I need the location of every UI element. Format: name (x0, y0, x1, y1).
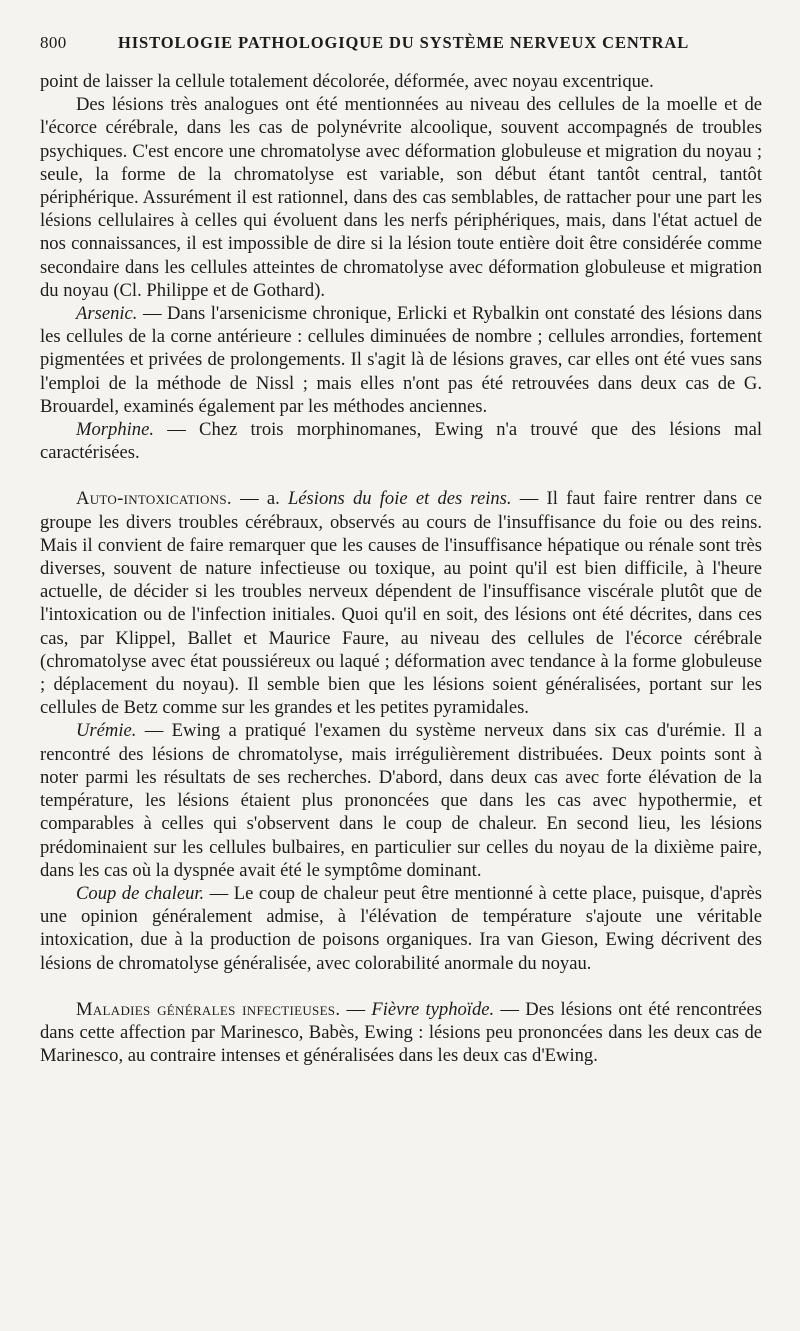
page-number: 800 (40, 33, 67, 52)
paragraph-text: point de laisser la cellule totalement décolorée, déformée, avec noyau excentrique. (40, 71, 654, 92)
paragraph-text: — Chez trois morphinomanes, Ewing n'a trouvé que des lésions mal caractérisées. (40, 419, 762, 464)
running-title: HISTOLOGIE PATHOLOGIQUE DU SYSTÈME NERVEUX CENTRAL (118, 33, 690, 52)
page-header (40, 33, 760, 57)
paragraph-text: — Ewing a pratiqué l'examen du système nerveux dans six cas d'urémie. Il a rencontré des lésions de chromatolyse, mais irrégulièrement distribuées. Deux points sont à noter parmi les résultats de ses recherches. D'abord, dans deux cas avec forte élévation de la température, les lésions étaient plus prononcées que dans les cas avec hypothermie, et comparables à celles qui s'observent dans le coup de chaleur. En second lieu, les lésions prédominaient sur les cellules bulbaires, en particulier sur celles du noyau de la dixième paire, dans les cas où la dyspnée avait été le symptôme dominant. (40, 720, 762, 881)
paragraph-coup-de-chaleur (40, 882, 762, 975)
paragraph-text: — Dans l'arsenicisme chronique, Erlicki et Rybalkin ont constaté des lésions dans les cellules de la corne antérieure : cellules diminuées de nombre ; cellules arrondies, fortement pigmentées et privées de prolongements. Il s'agit là de lésions graves, car elles ont été vues sans l'emploi de la méthode de Nissl ; mais elles n'ont pas été retrouvées dans deux cas de G. Brouardel, examinés également par les méthodes anciennes. (40, 303, 762, 417)
subsection-title: Morphine. (76, 419, 154, 441)
subsection-title: Urémie. (76, 720, 137, 742)
body-text (40, 70, 762, 1067)
subsection-title: Arsenic. (76, 303, 138, 325)
paragraph-text: Des lésions très analogues ont été mentionnées au niveau des cellules de la moelle et de l'écorce cérébrale, dans les cas de polynévrite alcoolique, souvent accompagnés de troubles psychiques. C'est encore une chromatolyse avec déformation globuleuse et migration du noyau ; seule, la forme de la chromatolyse est variable, son début étant tantôt central, tantôt périphérique. Assurément il est rationnel, dans des cas semblables, de rattacher pour une part les lésions cellulaires à celles qui évoluent dans les nerfs périphériques, mais, dans l'état actuel de nos connaissances, il est impossible de dire si la lésion toute entière doit être considérée comme secondaire dans les cellules atteintes de chromatolyse avec déformation globuleuse et migration du noyau (Cl. Philippe et de Gothard). (40, 94, 762, 301)
subsection-title: Fièvre typhoïde. (371, 998, 495, 1020)
heading-separator: — a. (231, 488, 288, 510)
paragraph-text: — Il faut faire rentrer dans ce groupe les divers troubles cérébraux, observés au cours de l'insuffisance du foie ou des reins. Mais il convient de faire remarquer que les causes de l'insuffisance hépatique ou rénale sont très diverses, souvent de nature infectieuse ou toxique, au point qu'il est bien difficile, à l'heure actuelle, de décider si les troubles nerveux dépendent de l'insuffisance viscérale plutôt que de l'intoxication ou de l'infection initiales. Quoi qu'il en soit, des lésions ont été décrites, dans ces cas, par Klippel, Ballet et Maurice Faure, au niveau des cellules de l'écorce cérébrale (chromatolyse avec état poussiéreux ou laqué ; déformation avec tendance à la forme globuleuse ; déplacement du noyau). Il semble bien que les lésions soient généralisées, portant sur les cellules de Betz comme sur les grandes et les petites pyramidales. (40, 488, 762, 719)
paragraph-uremie (40, 719, 762, 881)
subsection-title: Lésions du foie et des reins. (287, 488, 512, 510)
paragraph-continuation (40, 70, 762, 93)
paragraph-text: — Des lésions ont été rencontrées dans cette affection par Marinesco, Babès, Ewing : lésions peu prononcées dans les deux cas de Marinesco, au contraire intenses et généralisées dans les deux cas d'Ewing. (40, 998, 762, 1067)
paragraph-text: — Le coup de chaleur peut être mentionné à cette place, puisque, d'après une opinion généralement admise, à l'élévation de température s'ajoute une véritable intoxication, due à la production de poisons organiques. Ira van Gieson, Ewing décrivent des lésions de chromatolyse généralisée, avec colorabilité anormale du noyau. (40, 882, 763, 974)
paragraph-arsenic (40, 302, 762, 418)
paragraph-auto-intoxications (40, 487, 762, 719)
subsection-title: Coup de chaleur. (76, 882, 205, 904)
heading-separator: — (340, 998, 372, 1020)
section-heading: Auto-intoxications. (76, 488, 232, 510)
paragraph-polynevrite (40, 93, 762, 302)
paragraph-morphine (40, 418, 762, 464)
section-heading: Maladies générales infectieuses. (76, 998, 341, 1020)
paragraph-maladies-infectieuses (40, 998, 762, 1068)
